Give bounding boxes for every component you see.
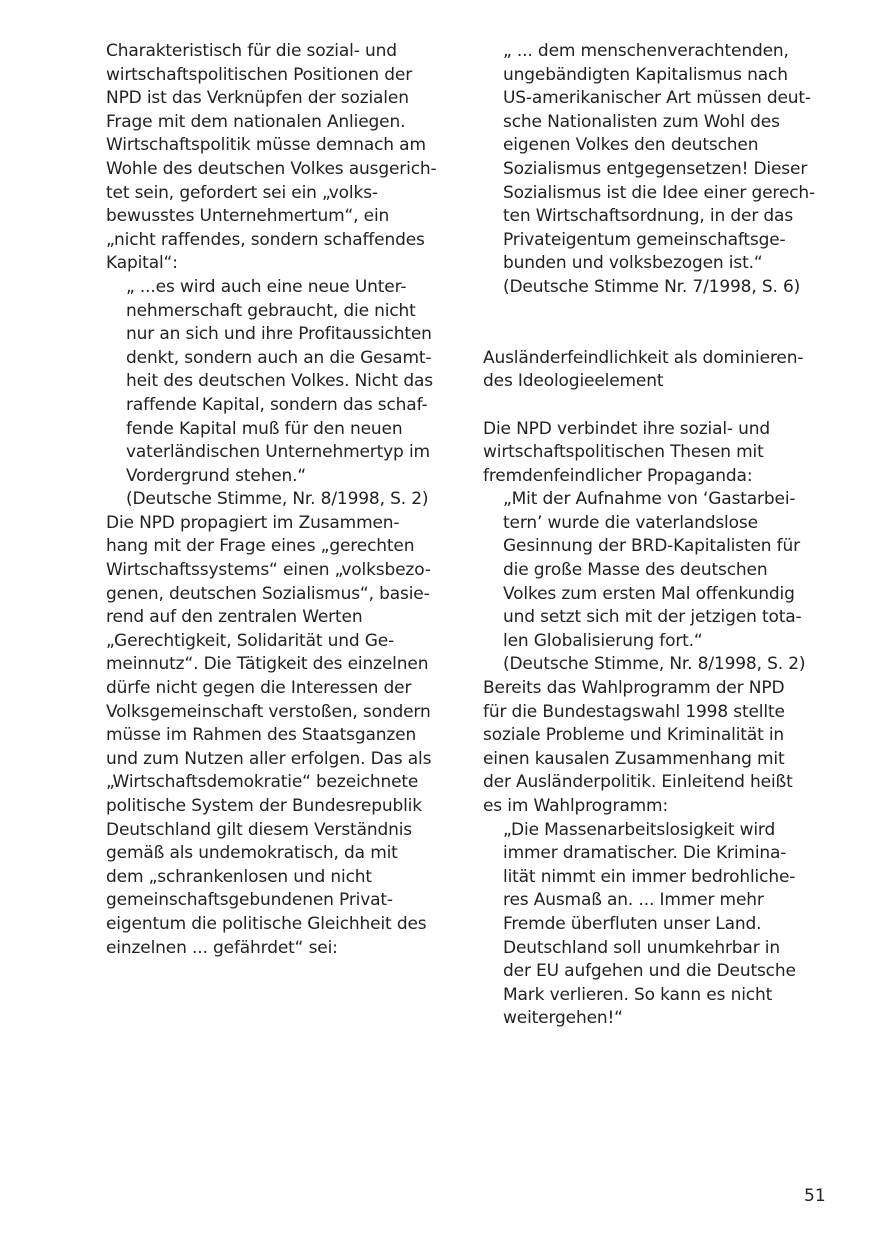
text-line: für die Bundestagswahl 1998 stellte: [483, 701, 785, 722]
quote-line: „ ... dem menschenverachtenden,: [503, 41, 789, 61]
quote-line: Privateigentum gemeinschaftsge-: [503, 229, 786, 250]
text-line: Die NPD verbindet ihre sozial- und: [483, 418, 771, 439]
quote-citation: (Deutsche Stimme, Nr. 8/1998, S. 2): [503, 654, 806, 675]
text-line: Kapital“:: [106, 253, 178, 274]
quote-line: Mark verlieren. So kann es nicht: [503, 984, 773, 1005]
text-line: tet sein, gefordert sei ein „volks-: [106, 182, 378, 203]
body-paragraph: [483, 418, 833, 489]
text-line: rend auf den zentralen Werten: [106, 607, 363, 628]
quote-line: res Ausmaß an. ... Immer mehr: [503, 890, 764, 911]
text-line: „Gerechtigkeit, Solidarität und Ge-: [106, 630, 395, 651]
quote-line: US-amerikanischer Art müssen deut-: [503, 88, 811, 109]
text-line: bewusstes Unternehmertum“, ein: [106, 206, 390, 227]
quote-line: Sozialismus entgegensetzen! Dieser: [503, 158, 808, 179]
block-quote: [483, 40, 833, 300]
page-number: 51: [804, 1186, 826, 1206]
heading-line: des Ideologieelement: [483, 371, 664, 392]
quote-line: len Globalisierung fort.“: [503, 630, 703, 651]
intro-paragraph: [106, 40, 456, 276]
body-paragraph: [483, 677, 833, 819]
quote-line: der EU aufgehen und die Deutsche: [503, 961, 796, 982]
quote-line: „ ...es wird auch eine neue Unter-: [126, 276, 407, 297]
quote-citation: (Deutsche Stimme, Nr. 8/1998, S. 2): [126, 489, 429, 510]
quote-line: Volkes zum ersten Mal offenkundig: [503, 583, 795, 604]
quote-line: lität nimmt ein immer bedrohliche-: [503, 866, 796, 887]
quote-line: sche Nationalisten zum Wohl des: [503, 111, 780, 132]
quote-line: Gesinnung der BRD-Kapitalisten für: [503, 536, 800, 557]
block-quote: [483, 488, 833, 677]
quote-line: fende Kapital muß für den neuen: [126, 418, 403, 439]
quote-line: Fremde überfluten unser Land.: [503, 913, 762, 934]
text-line: fremdenfeindlicher Propaganda:: [483, 465, 753, 486]
block-quote: [483, 819, 833, 1031]
blank-line: [483, 323, 833, 347]
text-line: Wohle des deutschen Volkes ausgerich-: [106, 158, 437, 179]
text-line: Volksgemeinschaft verstoßen, sondern: [106, 701, 431, 722]
quote-line: „Die Massenarbeitslosigkeit wird: [503, 819, 776, 840]
heading-line: Ausländerfeindlichkeit als dominieren-: [483, 347, 804, 368]
quote-line: weitergehen!“: [503, 1008, 623, 1029]
section-heading: [483, 347, 833, 394]
text-line: gemeinschaftsgebundenen Privat-: [106, 890, 393, 911]
text-line: „Wirtschaftsdemokratie“ bezeichnete: [106, 772, 419, 793]
quote-line: „Mit der Aufnahme von ‘Gastarbei-: [503, 489, 796, 510]
text-line: NPD ist das Verknüpfen der sozialen: [106, 88, 409, 109]
quote-line: heit des deutschen Volkes. Nicht das: [126, 371, 433, 392]
text-line: genen, deutschen Sozialismus“, basie-: [106, 583, 430, 604]
text-line: dürfe nicht gegen die Interessen der: [106, 678, 412, 699]
text-line: es im Wahlprogramm:: [483, 796, 669, 816]
text-line: meinnutz“. Die Tätigkeit des einzelnen: [106, 654, 429, 675]
quote-line: Sozialismus ist die Idee einer gerech-: [503, 182, 815, 203]
right-column: [483, 40, 833, 1031]
block-quote: [106, 276, 456, 512]
blank-line: [483, 300, 833, 324]
text-line: einen kausalen Zusammenhang mit: [483, 748, 785, 769]
quote-line: und setzt sich mit der jetzigen tota-: [503, 607, 802, 628]
text-line: soziale Probleme und Kriminalität in: [483, 725, 785, 746]
text-line: und zum Nutzen aller erfolgen. Das als: [106, 748, 432, 769]
quote-line: nur an sich und ihre Profitaussichten: [126, 324, 432, 345]
text-line: wirtschaftspolitischen Thesen mit: [483, 442, 764, 463]
blank-line: [483, 394, 833, 418]
quote-line: denkt, sondern auch an die Gesamt-: [126, 347, 432, 368]
text-line: einzelnen ... gefährdet“ sei:: [106, 937, 338, 958]
text-line: wirtschaftspolitischen Positionen der: [106, 64, 413, 85]
text-line: politische System der Bundesrepublik: [106, 796, 422, 816]
left-column: [106, 40, 456, 960]
text-line: müsse im Rahmen des Staatsganzen: [106, 725, 417, 746]
quote-line: vaterländischen Unternehmertyp im: [126, 442, 430, 463]
quote-line: ungebändigten Kapitalismus nach: [503, 64, 788, 85]
quote-line: bunden und volksbezogen ist.“: [503, 253, 763, 274]
body-paragraph: [106, 512, 456, 960]
quote-line: Vordergrund stehen.“: [126, 465, 307, 486]
quote-line: immer dramatischer. Die Krimina-: [503, 843, 787, 864]
text-line: Charakteristisch für die sozial- und: [106, 41, 397, 61]
quote-line: die große Masse des deutschen: [503, 560, 768, 581]
text-line: eigentum die politische Gleichheit des: [106, 913, 427, 934]
quote-line: nehmerschaft gebraucht, die nicht: [126, 300, 416, 321]
quote-line: Deutschland soll unumkehrbar in: [503, 937, 780, 958]
text-line: Wirtschaftspolitik müsse demnach am: [106, 135, 426, 156]
quote-citation: (Deutsche Stimme Nr. 7/1998, S. 6): [503, 276, 801, 297]
quote-line: ten Wirtschaftsordnung, in der das: [503, 206, 794, 227]
text-line: hang mit der Frage eines „gerechten: [106, 536, 415, 557]
text-line: Bereits das Wahlprogramm der NPD: [483, 678, 785, 699]
text-line: gemäß als undemokratisch, da mit: [106, 843, 398, 864]
quote-line: eigenen Volkes den deutschen: [503, 135, 759, 156]
text-line: Die NPD propagiert im Zusammen-: [106, 512, 400, 533]
text-line: Deutschland gilt diesem Verständnis: [106, 819, 413, 840]
quote-line: tern’ wurde die vaterlandslose: [503, 512, 758, 533]
quote-line: raffende Kapital, sondern das schaf-: [126, 394, 428, 415]
text-line: dem „schrankenlosen und nicht: [106, 866, 372, 887]
text-line: Frage mit dem nationalen Anliegen.: [106, 111, 406, 132]
text-line: „nicht raffendes, sondern schaffendes: [106, 229, 425, 250]
text-line: der Ausländerpolitik. Einleitend heißt: [483, 772, 793, 793]
text-line: Wirtschaftssystems“ einen „volksbezo-: [106, 560, 431, 581]
